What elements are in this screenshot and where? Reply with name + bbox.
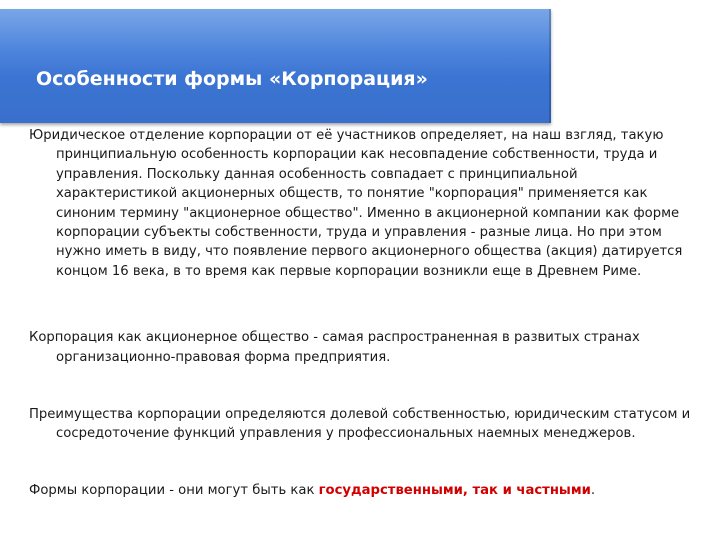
slide-title: Особенности формы «Корпорация» bbox=[36, 68, 428, 90]
forms-text-before: Формы корпорации - они могут быть как bbox=[29, 482, 319, 498]
title-band bbox=[0, 9, 551, 123]
forms-highlight: государственными, так и частными bbox=[318, 482, 591, 498]
paragraph-forms bbox=[29, 481, 691, 500]
paragraph-legal-separation: Юридическое отделение корпорации от её участников определяет, на наш взгляд, такую принципиальную особенность корпорации как несовпадение собственности, труда и управления. Поскольку данная особенность совпадает с принципиальной характеристикой акционерных обществ, то понятие "корпорация" применяется как синоним термину "акционерное общество". Именно в акционерной компании как форме корпорации субъекты собственности, труда и управления - разные лица. Но при этом нужно иметь в виду, что появление первого акционерного общества (акция) датируется концом 16 века, в то время как первые корпорации возникли еще в Древнем Риме. bbox=[29, 128, 683, 279]
paragraph-joint-stock: Корпорация как акционерное общество - самая распространенная в развитых странах организационно-правовая форма предприятия. bbox=[29, 330, 640, 365]
forms-text-after: . bbox=[590, 482, 596, 498]
paragraph-advantages: Преимущества корпорации определяются долевой собственностью, юридическим статусом и сосредоточение функций управления у профессиональных наемных менеджеров. bbox=[29, 407, 691, 442]
slide-body bbox=[29, 126, 691, 500]
